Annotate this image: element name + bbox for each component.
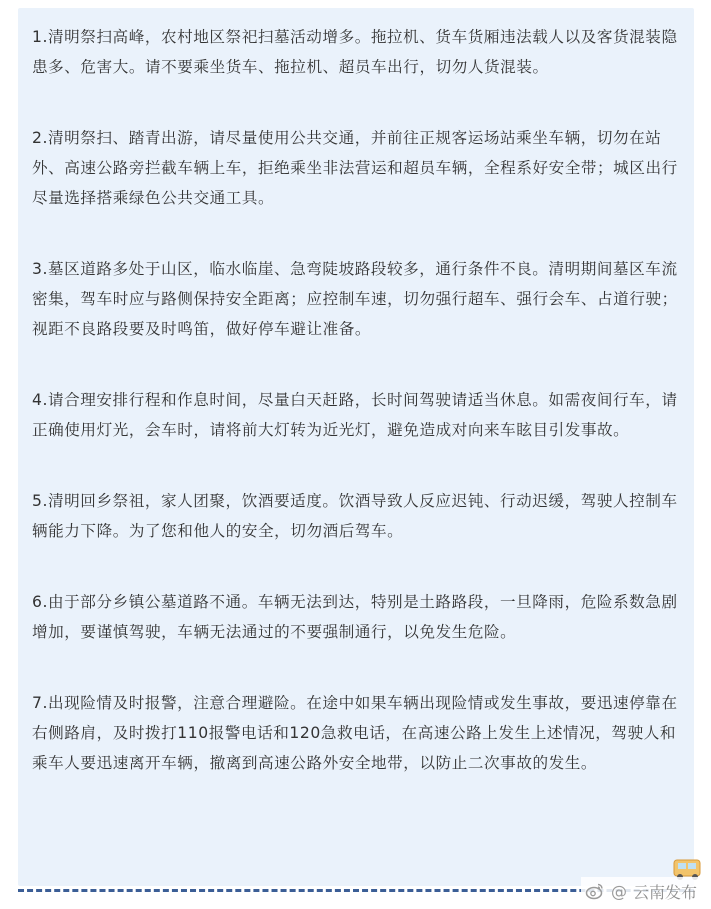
paragraph-3: 3.墓区道路多处于山区，临水临崖、急弯陡坡路段较多，通行条件不良。清明期间墓区车流密集，驾车时应与路侧保持安全距离；应控制车速，切勿强行超车、强行会车、占道行驶；视距不良路段要及时鸣笛，做好停车避让准备。 (32, 260, 678, 338)
article-body (32, 22, 682, 819)
paragraph-7: 7.出现险情及时报警，注意合理避险。在途中如果车辆出现险情或发生事故，要迅速停靠在右侧路肩，及时拨打110报警电话和120急救电话，在高速公路上发生上述情况，驾驶人和乘车人要迅速离开车辆，撤离到高速公路外安全地带，以防止二次事故的发生。 (32, 694, 678, 772)
weibo-icon (585, 881, 605, 901)
paragraph-1: 1.清明祭扫高峰，农村地区祭祀扫墓活动增多。拖拉机、货车货厢违法载人以及客货混装隐患多、危害大。请不要乘坐货车、拖拉机、超员车出行，切勿人货混装。 (32, 28, 678, 76)
paragraph-6: 6.由于部分乡镇公墓道路不通。车辆无法到达，特别是土路路段，一旦降雨，危险系数急剧增加，要谨慎驾驶，车辆无法通过的不要强制通行，以免发生危险。 (32, 593, 678, 641)
paragraph-2: 2.清明祭扫、踏青出游，请尽量使用公共交通，并前往正规客运场站乘坐车辆，切勿在站外、高速公路旁拦截车辆上车，拒绝乘坐非法营运和超员车辆，全程系好安全带；城区出行尽量选择搭乘绿色公共交通工具。 (32, 129, 678, 207)
weibo-watermark (581, 877, 701, 905)
paragraph-4: 4.请合理安排行程和作息时间，尽量白天赶路，长时间驾驶请适当休息。如需夜间行车，请正确使用灯光，会车时，请将前大灯转为近光灯，避免造成对向来车眩目引发事故。 (32, 391, 678, 439)
watermark-at: @ (610, 881, 627, 901)
watermark-account: 云南发布 (632, 882, 697, 902)
paragraph-5: 5.清明回乡祭祖，家人团聚，饮酒要适度。饮酒导致人反应迟钝、行动迟缓，驾驶人控制车辆能力下降。为了您和他人的安全，切勿酒后驾车。 (32, 492, 678, 540)
